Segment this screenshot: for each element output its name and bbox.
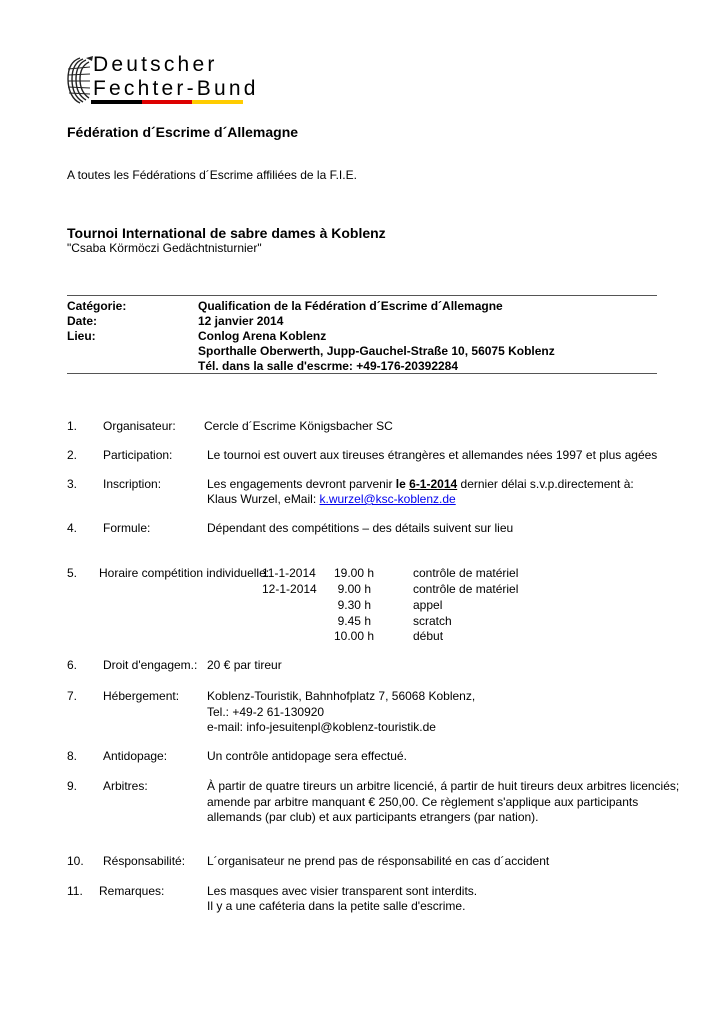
schedule-event: contrôle de matériel [413, 582, 519, 596]
place-line1: Conlog Arena Koblenz [198, 329, 327, 343]
responsibility-text: L´organisateur ne prend pas de résponsabilité en cas d´accident [207, 854, 550, 868]
schedule-event: appel [413, 598, 443, 612]
item-number: 10. [67, 854, 84, 868]
date-value: 12 janvier 2014 [198, 314, 284, 328]
logo-line1: Deutscher [93, 53, 218, 76]
item-label: Horaire compétition individuelle: [99, 566, 270, 580]
item-number: 2. [67, 448, 78, 462]
item-number: 5. [67, 566, 78, 580]
item-label: Organisateur: [103, 419, 176, 433]
place-line2: Sporthalle Oberwerth, Jupp-Gauchel-Straße 10, 56075 Koblenz [198, 344, 555, 358]
schedule-time: 19.00 h [334, 566, 375, 580]
fee-text: 20 € par tireur [207, 658, 282, 672]
item-label: Inscription: [103, 477, 162, 491]
inscription-text-before: Les engagements devront parvenir [207, 477, 396, 491]
schedule-event: contrôle de matériel [413, 566, 519, 580]
inscription-line2 [207, 492, 456, 506]
item-label: Arbitres: [103, 779, 148, 793]
item-label: Remarques: [99, 884, 165, 898]
tournament-subtitle: "Csaba Körmöczi Gedächtnisturnier" [67, 241, 262, 255]
schedule-event: scratch [413, 614, 452, 628]
item-label: Hébergement: [103, 689, 180, 703]
category-value: Qualification de la Fédération d´Escrime d´Allemagne [198, 299, 503, 313]
divider-bottom [67, 373, 657, 374]
tournament-title: Tournoi International de sabre dames à Koblenz [67, 225, 386, 241]
category-label: Catégorie: [67, 299, 127, 313]
flag-black [91, 100, 142, 104]
schedule-date: 12-1-2014 [262, 582, 317, 596]
address-line: A toutes les Fédérations d´Escrime affiliées de la F.I.E. [67, 168, 357, 182]
schedule-time: 9.00 h [337, 582, 371, 596]
logo-line2: Fechter-Bund [93, 77, 259, 100]
place-line3: Tél. dans la salle d'escrme: +49-176-20392284 [198, 359, 459, 373]
item-number: 3. [67, 477, 78, 491]
item-label: Droit d'engagem.: [103, 658, 198, 672]
fencer-mask-icon [66, 55, 94, 105]
referees-line3: allemands (par club) et aux participants etrangers (par nation). [207, 810, 539, 824]
place-label: Lieu: [67, 329, 96, 343]
item-label: Formule: [103, 521, 151, 535]
lodging-line2: Tel.: +49-2 61-130920 [207, 705, 325, 719]
lodging-line1: Koblenz-Touristik, Bahnhofplatz 7, 56068 Koblenz, [207, 689, 476, 703]
item-number: 8. [67, 749, 78, 763]
inscription-contact: Klaus Wurzel, eMail: [207, 492, 320, 506]
schedule-event: début [413, 629, 444, 643]
email-link[interactable]: k.wurzel@ksc-koblenz.de [319, 492, 456, 506]
flag-red [142, 100, 193, 104]
item-label: Résponsabilité: [103, 854, 186, 868]
item-number: 7. [67, 689, 78, 703]
date-label: Date: [67, 314, 98, 328]
schedule-time: 10.00 h [334, 629, 375, 643]
inscription-text-bold: le [395, 477, 410, 491]
inscription-line1 [207, 477, 634, 491]
flag-gold [192, 100, 243, 104]
schedule-date: 11-1-2014 [262, 566, 316, 580]
referees-line2: amende par arbitre manquant € 250,00. Ce règlement s'applique aux participants [207, 795, 639, 809]
item-label: Participation: [103, 448, 173, 462]
antidoping-text: Un contrôle antidopage sera effectué. [207, 749, 407, 763]
federation-title: Fédération d´Escrime d´Allemagne [67, 124, 299, 140]
flag-stripe [91, 100, 243, 104]
item-number: 1. [67, 419, 78, 433]
item-number: 9. [67, 779, 78, 793]
lodging-line3: e-mail: info-jesuitenpl@koblenz-touristik.de [207, 720, 436, 734]
participation-text: Le tournoi est ouvert aux tireuses étrangères et allemandes nées 1997 et plus agées [207, 448, 658, 462]
item-label: Antidopage: [103, 749, 168, 763]
formula-text: Dépendant des compétitions – des détails suivent sur lieu [207, 521, 514, 535]
schedule-time: 9.30 h [337, 598, 371, 612]
item-number: 6. [67, 658, 78, 672]
inscription-text-after: dernier délai s.v.p.directement à: [457, 477, 634, 491]
item-number: 11. [67, 884, 83, 898]
remarks-line2: Il y a une caféteria dans la petite salle d'escrime. [207, 899, 466, 913]
remarks-line1: Les masques avec visier transparent sont interdits. [207, 884, 478, 898]
inscription-deadline: 6-1-2014 [409, 477, 458, 491]
organizer-text: Cercle d´Escrime Königsbacher SC [204, 419, 393, 433]
divider-top [67, 295, 657, 296]
referees-line1: À partir de quatre tireurs un arbitre licencié, á partir de huit tireurs deux arbitres licenciés; [207, 779, 680, 793]
schedule-time: 9.45 h [337, 614, 371, 628]
item-number: 4. [67, 521, 78, 535]
